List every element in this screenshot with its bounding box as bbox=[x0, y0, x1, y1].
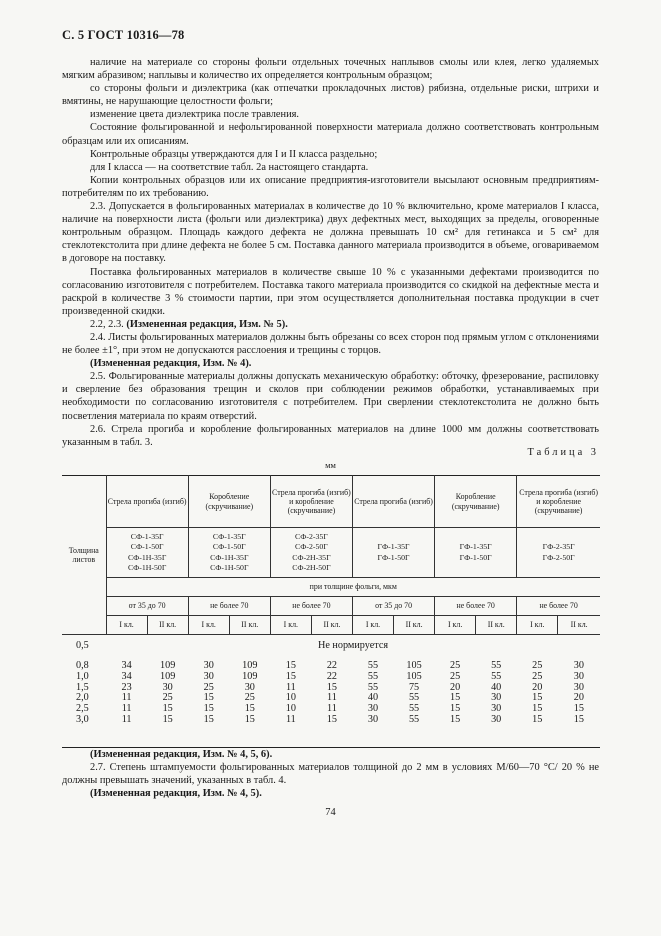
material-grades bbox=[352, 528, 434, 578]
foil-range: не более 70 bbox=[517, 597, 600, 616]
value-cell: 15 bbox=[285, 660, 296, 671]
value-cell: 15 bbox=[203, 713, 214, 725]
amendment-note: (Измененная редакция, Изм. № 4). bbox=[90, 358, 252, 370]
value-cell: 30 bbox=[244, 681, 255, 693]
class-label: II кл. bbox=[558, 616, 600, 635]
value-cell: 30 bbox=[573, 670, 584, 682]
value-cell: 30 bbox=[573, 660, 584, 671]
amendment-line bbox=[62, 318, 599, 331]
value-cell: 75 bbox=[408, 681, 420, 693]
value-cell: 15 bbox=[326, 713, 337, 725]
page-number: 74 bbox=[325, 807, 336, 818]
material-grades bbox=[270, 528, 352, 578]
table-caption: Таблица 3 bbox=[527, 447, 599, 458]
value-cell: 105 bbox=[406, 660, 422, 671]
paragraph: Копии контрольных образцов или их описание предприятия-изготовители высылают основным предприятиям-потребителям по их требованию. bbox=[62, 174, 599, 199]
paragraph: Контрольные образцы утверждаются для I и II класса раздельно; bbox=[90, 148, 378, 160]
grades-text: СФ-1-35Г СФ-1-50Г СФ-1Н-35Г СФ-1Н-50Г bbox=[127, 532, 167, 572]
foil-range: не более 70 bbox=[435, 597, 517, 616]
value-cell: 109 bbox=[242, 670, 258, 682]
value-cell: 20 bbox=[450, 681, 461, 693]
class-label: II кл. bbox=[476, 616, 517, 635]
value-cell: 11 bbox=[121, 692, 132, 704]
value-cell: 30 bbox=[491, 692, 502, 704]
text-block-bottom bbox=[62, 748, 599, 800]
value-cell: 30 bbox=[491, 703, 502, 715]
value-cell: 10 bbox=[285, 692, 296, 704]
class-label: I кл. bbox=[352, 616, 393, 635]
foil-header: при толщине фольги, мкм bbox=[106, 578, 600, 597]
value-cell: 109 bbox=[160, 670, 176, 682]
value-cell: 25 bbox=[203, 681, 214, 693]
value-cell: 34 bbox=[121, 670, 132, 682]
value-cell: 55 bbox=[408, 692, 420, 704]
paragraph: 2.4. Листы фольгированных материалов должны быть обрезаны со всех сторон под прямым углом с отклонениями не более ±1°, при этом не допускаются расслоения и трещины с торцов. bbox=[62, 331, 599, 357]
grades-text: ГФ-1-35Г ГФ-1-50Г bbox=[377, 542, 410, 562]
value-cell: 15 bbox=[450, 692, 461, 704]
table-unit: мм bbox=[325, 460, 336, 470]
thickness-cell: 1,5 bbox=[76, 681, 89, 693]
value-cell: 15 bbox=[285, 670, 296, 682]
paragraph: изменение цвета диэлектрика после травления. bbox=[90, 109, 300, 121]
value-cell: 15 bbox=[450, 703, 461, 715]
value-cell: 15 bbox=[203, 703, 214, 715]
grades-text: СФ-1-35Г СФ-1-50Г СФ-1Н-35Г СФ-1Н-50Г bbox=[210, 532, 249, 572]
value-cell: 15 bbox=[244, 703, 255, 715]
value-cell: 30 bbox=[367, 713, 379, 725]
value-cell: 22 bbox=[326, 660, 337, 671]
col-group-label: Коробление (скручивание) bbox=[188, 476, 270, 528]
text-block-top bbox=[62, 56, 599, 449]
value-cell: 20 bbox=[532, 681, 543, 693]
value-cell: 11 bbox=[327, 692, 337, 704]
material-grades bbox=[106, 528, 188, 578]
value-cell: 15 bbox=[162, 703, 173, 715]
class-label: II кл. bbox=[147, 616, 188, 635]
col-group-label: Коробление (скручивание) bbox=[435, 476, 517, 528]
value-cell: 55 bbox=[367, 660, 379, 671]
value-cell: 15 bbox=[532, 713, 543, 725]
foil-range: не более 70 bbox=[270, 597, 352, 616]
value-cell: 55 bbox=[408, 703, 420, 715]
value-cell: 25 bbox=[162, 692, 173, 704]
value-cell: 25 bbox=[244, 692, 255, 704]
paragraph: 2.7. Степень штампуемости фольгированных материалов толщиной до 2 мм в условиях М/60—70 °С/ 20 % не должны превышать значений, указанных в табл. 4. bbox=[62, 762, 599, 787]
amendment-note: (Измененная редакция, Изм. № 5). bbox=[126, 318, 288, 330]
value-cell: 23 bbox=[121, 681, 132, 693]
col-group-label: Стрела прогиба (изгиб) и коробление (скручивание) bbox=[270, 476, 352, 528]
value-cell: 34 bbox=[121, 660, 132, 671]
page-header: С. 5 ГОСТ 10316—78 bbox=[62, 28, 185, 42]
class-label: II кл. bbox=[229, 616, 270, 635]
table-row bbox=[62, 672, 600, 683]
paragraph: наличие на материале со стороны фольги отдельных точечных наплывов смолы или клея, легко удаляемых мягким абразивом; наплывы и количество их определяется контрольным образцом; bbox=[62, 57, 599, 82]
value-cell: 15 bbox=[573, 703, 584, 715]
value-cell: 30 bbox=[491, 713, 502, 725]
thickness-cell: 0,5 bbox=[76, 640, 89, 651]
class-label: I кл. bbox=[106, 616, 147, 635]
value-cell: 40 bbox=[367, 692, 379, 704]
thickness-cell: 3,0 bbox=[76, 713, 89, 725]
row-header-label: Толщина листов bbox=[68, 545, 99, 564]
table-row bbox=[62, 715, 600, 726]
paragraph: Поставка фольгированных материалов в количестве свыше 10 % с указанными дефектами производится по согласованию изготовителя с потребителем. Поставка такого материала производится со скидкой на дефектные места и раскрой в количестве 3 % стоимости партии, при этом осуществляется дополнительная поставка продукции в счет произведенной скидки. bbox=[62, 266, 599, 317]
value-cell: 15 bbox=[532, 692, 543, 704]
amendment-note: (Измененная редакция, Изм. № 4, 5). bbox=[90, 788, 262, 800]
table-3-body bbox=[62, 641, 600, 726]
thickness-cell: 2,5 bbox=[76, 703, 89, 715]
value-cell: 15 bbox=[450, 713, 461, 725]
value-cell: 15 bbox=[203, 692, 214, 704]
value-cell: 109 bbox=[242, 660, 258, 671]
value-cell: 55 bbox=[408, 713, 420, 725]
thickness-cell: 2,0 bbox=[76, 692, 89, 704]
value-cell: 55 bbox=[367, 681, 379, 693]
value-cell: 11 bbox=[121, 703, 132, 715]
paragraph: Состояние фольгированной и нефольгированной поверхности материала должно соответствовать контрольным образцам или их описаниям. bbox=[62, 122, 599, 147]
class-label: I кл. bbox=[188, 616, 229, 635]
grades-text: ГФ-2-35Г ГФ-2-50Г bbox=[542, 542, 575, 562]
material-grades bbox=[188, 528, 270, 578]
paragraph: 2.5. Фольгированные материалы должны допускать механическую обработку: обточку, фрезерование, распиловку и сверление без образования трещин и сколов при соблюдении режимов обработки, устанавливаемых при необходимости по согласованию изготовителя с потребителем. При сверлении стеклотекстолита не должно быть посветления материала по краям отверстий. bbox=[62, 371, 599, 422]
paragraph: 2.6. Стрела прогиба и коробление фольгированных материалов на длине 1000 мм должны соответствовать указанным в табл. 3. bbox=[62, 423, 599, 448]
foil-range: от 35 до 70 bbox=[352, 597, 434, 616]
row-header bbox=[62, 476, 106, 635]
value-cell: 20 bbox=[573, 692, 584, 704]
value-cell: 10 bbox=[285, 703, 296, 715]
value-cell: 55 bbox=[367, 670, 379, 682]
class-label: I кл. bbox=[435, 616, 476, 635]
value-cell: 11 bbox=[285, 713, 296, 725]
value-cell: 55 bbox=[491, 660, 502, 671]
value-cell: 25 bbox=[532, 670, 543, 682]
value-cell: 25 bbox=[450, 670, 461, 682]
not-normalized-note: Не нормируется bbox=[318, 640, 389, 651]
paragraph: 2.3. Допускается в фольгированных материалах в количестве до 10 % включительно, кроме материалов I класса, наличие на поверхности листа (фольги или диэлектрика) двух дефектных мест, выходящих за пределы, оговоренные контрольным образцом. Площадь каждого дефекта не должна превышать 10 см² для гетинакса и 5 см² для стеклотекстолита при длине дефекта не более 5 см. Поставка данного материала производится в объеме, оговариваемом в договоре на поставку. bbox=[62, 201, 599, 265]
value-cell: 30 bbox=[162, 681, 173, 693]
class-label: II кл. bbox=[311, 616, 352, 635]
value-cell: 15 bbox=[162, 713, 173, 725]
paragraph: со стороны фольги и диэлектрика (как отпечатки прокладочных листов) рябизна, отдельные риски, штрихи и вмятины, не нарушающие целостности фольги; bbox=[62, 83, 599, 108]
value-cell: 11 bbox=[285, 681, 296, 693]
material-grades bbox=[435, 528, 517, 578]
table-3-header bbox=[62, 475, 600, 635]
col-group-label: Стрела прогиба (изгиб) и коробление (скручивание) bbox=[517, 476, 600, 528]
value-cell: 109 bbox=[160, 660, 176, 671]
col-group-label: Стрела прогиба (изгиб) bbox=[352, 476, 434, 528]
value-cell: 30 bbox=[367, 703, 379, 715]
grades-text: ГФ-1-35Г ГФ-1-50Г bbox=[459, 542, 492, 562]
class-label: I кл. bbox=[270, 616, 311, 635]
value-cell: 15 bbox=[326, 681, 337, 693]
value-cell: 15 bbox=[532, 703, 543, 715]
value-cell: 25 bbox=[532, 660, 543, 671]
class-label: I кл. bbox=[517, 616, 558, 635]
value-cell: 40 bbox=[491, 681, 502, 693]
material-grades bbox=[517, 528, 600, 578]
value-cell: 30 bbox=[203, 670, 214, 682]
value-cell: 25 bbox=[450, 660, 461, 671]
paragraph: для I класса — на соответствие табл. 2а настоящего стандарта. bbox=[90, 161, 369, 173]
foil-range: от 35 до 70 bbox=[106, 597, 188, 616]
value-cell: 22 bbox=[326, 670, 337, 682]
foil-range: не более 70 bbox=[188, 597, 270, 616]
grades-text: СФ-2-35Г СФ-2-50Г СФ-2Н-35Г СФ-2Н-50Г bbox=[292, 532, 331, 572]
value-cell: 30 bbox=[573, 681, 584, 693]
clause-ref: 2.2, 2.3. bbox=[90, 318, 124, 330]
thickness-cell: 0,8 bbox=[76, 660, 89, 671]
thickness-cell: 1,0 bbox=[76, 670, 89, 682]
amendment-note: (Измененная редакция, Изм. № 4, 5, 6). bbox=[90, 749, 273, 760]
value-cell: 15 bbox=[244, 713, 255, 725]
value-cell: 30 bbox=[203, 660, 214, 671]
value-cell: 11 bbox=[327, 703, 337, 715]
value-cell: 11 bbox=[121, 713, 132, 725]
value-cell: 105 bbox=[406, 670, 422, 682]
value-cell: 15 bbox=[573, 713, 584, 725]
value-cell: 55 bbox=[491, 670, 502, 682]
class-label: II кл. bbox=[394, 616, 435, 635]
col-group-label: Стрела прогиба (изгиб) bbox=[106, 476, 188, 528]
